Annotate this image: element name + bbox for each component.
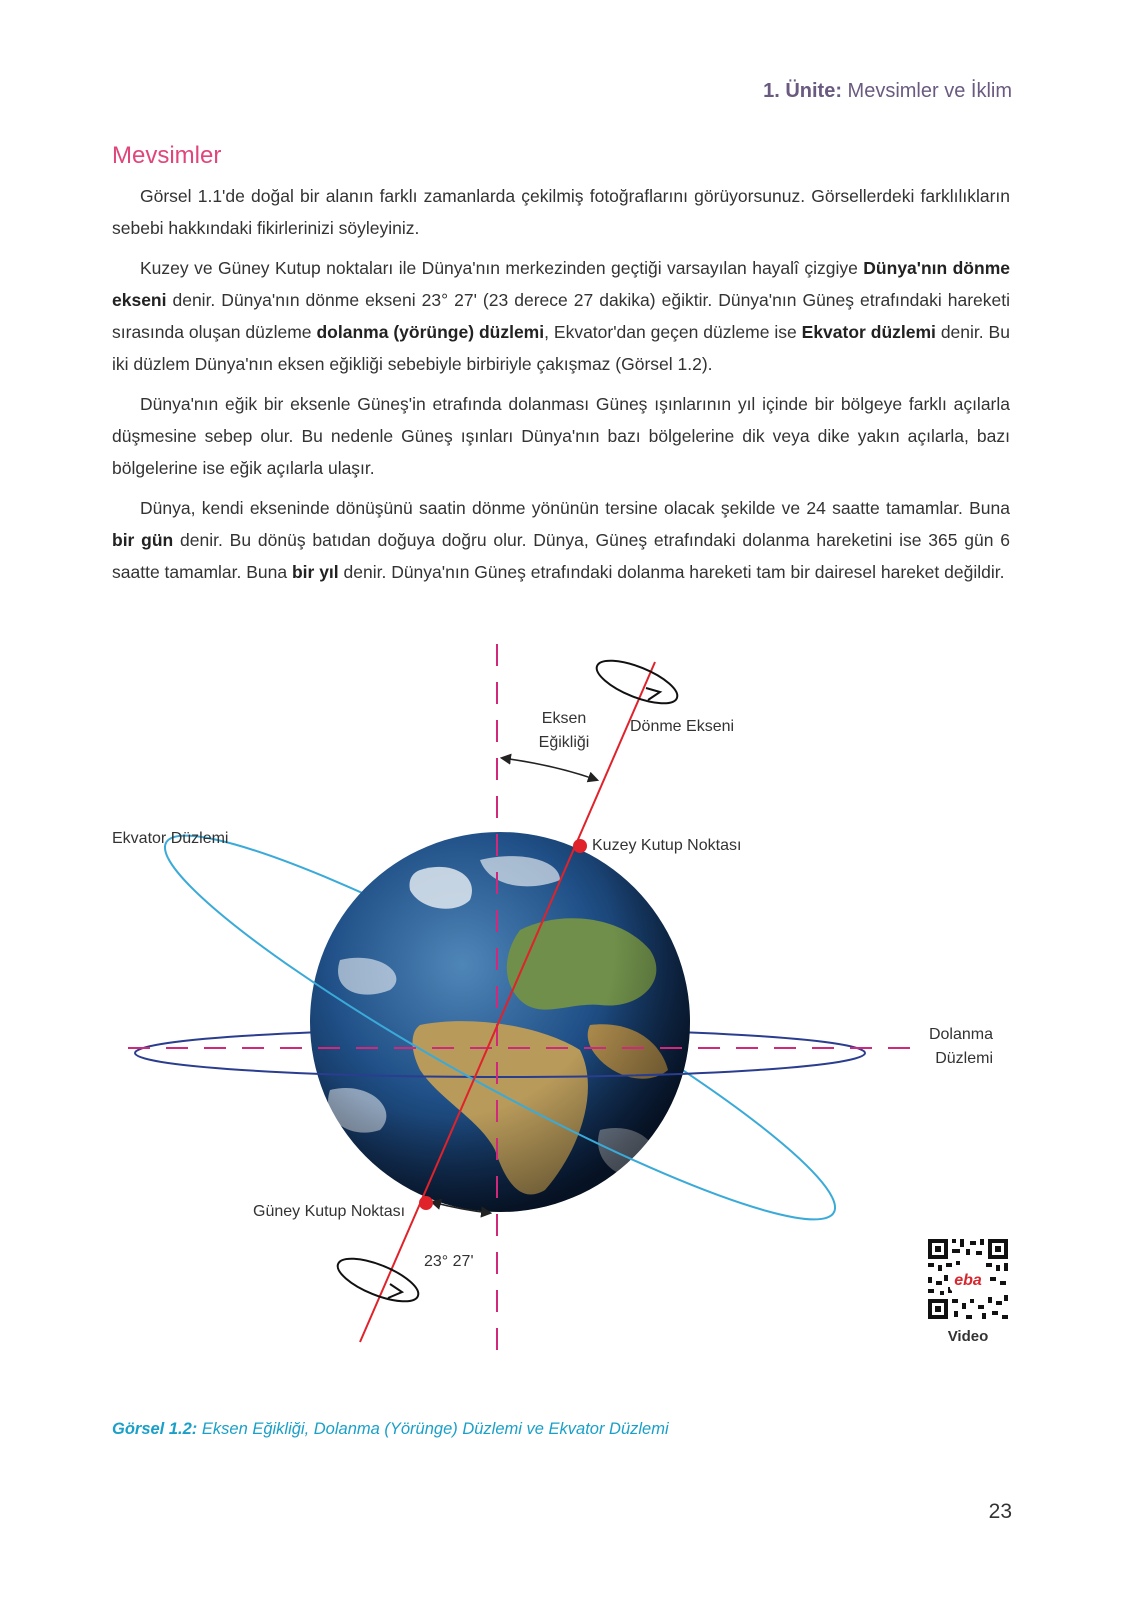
qr-code[interactable] (926, 1237, 1010, 1321)
section-title: Mevsimler (112, 142, 222, 169)
north-pole-point (573, 839, 587, 853)
label-ekvator-duzlemi: Ekvator Düzlemi (112, 830, 229, 847)
eba-logo: eba (954, 1272, 982, 1289)
paragraph-2: Kuzey ve Güney Kutup noktaları ile Dünya'nın merkezinden geçtiği varsayılan hayalî çizgiye Dünya'nın dönme ekseni denir. Dünya'nın dönme ekseni 23° 27' (23 derece 27 dakika) eğiktir. Dünya'nın Güneş etrafındaki hareketi sırasında oluşan düzleme dolanma (yörünge) düzlemi, Ekvator'dan geçen düzleme ise Ekvator düzlemi denir. Bu iki düzlem Dünya'nın eksen eğikliği sebebiyle birbiriyle çakışmaz (Görsel 1.2). (112, 258, 1010, 374)
unit-header (763, 80, 1012, 103)
unit-label: 1. Ünite: (763, 80, 842, 102)
label-eksen: Eksen (541, 710, 587, 727)
qr-label: Video (947, 1328, 989, 1345)
caption-prefix: Görsel 1.2: (112, 1420, 198, 1438)
paragraph-4: Dünya, kendi ekseninde dönüşünü saatin dönme yönünün tersine olacak şekilde ve 24 saatte tamamlar. Buna bir gün denir. Bu dönüş batıdan doğuya doğru olur. Dünya, Güneş etrafındaki dolanma hareketini ise 365 gün 6 saatte tamamlar. Buna bir yıl denir. Dünya'nın Güneş etrafındaki dolanma hareketi tam bir dairesel hareket değildir. (112, 498, 1010, 582)
page-number: 23 (988, 1500, 1012, 1523)
label-angle: 23° 27' (424, 1253, 474, 1270)
figure-caption (112, 1420, 669, 1439)
label-donme-ekseni: Dönme Ekseni (630, 718, 735, 735)
body-text (112, 180, 1010, 596)
label-kuzey-kutup: Kuzey Kutup Noktası (592, 837, 742, 854)
unit-title: Mevsimler ve İklim (847, 80, 1012, 102)
label-dolanma: Dolanma (928, 1026, 993, 1043)
paragraph-1: Görsel 1.1'de doğal bir alanın farklı zamanlarda çekilmiş fotoğraflarını görüyorsunuz. Görsellerdeki farklılıkların sebebi hakkındaki fikirlerinizi söyleyiniz. (112, 186, 1010, 238)
caption-text: Eksen Eğikliği, Dolanma (Yörünge) Düzlemi ve Ekvator Düzlemi (197, 1420, 669, 1438)
tilt-angle-arc-top (502, 758, 597, 780)
label-guney-kutup: Güney Kutup Noktası (253, 1203, 406, 1220)
paragraph-3: Dünya'nın eğik bir eksenle Güneş'in etrafında dolanması Güneş ışınlarının yıl içinde bir bölgeye farklı açılarla düşmesine sebep olur. Bu nedenle Güneş ışınları Dünya'nın bazı bölgelerine dik veya dike yakın açılarla, bazı bölgelerine ise eğik açılarla ulaşır. (112, 394, 1010, 478)
earth-globe (310, 832, 690, 1212)
south-pole-point (419, 1196, 433, 1210)
label-egikligi: Eğikliği (538, 734, 590, 751)
label-duzlemi: Düzlemi (935, 1050, 993, 1067)
